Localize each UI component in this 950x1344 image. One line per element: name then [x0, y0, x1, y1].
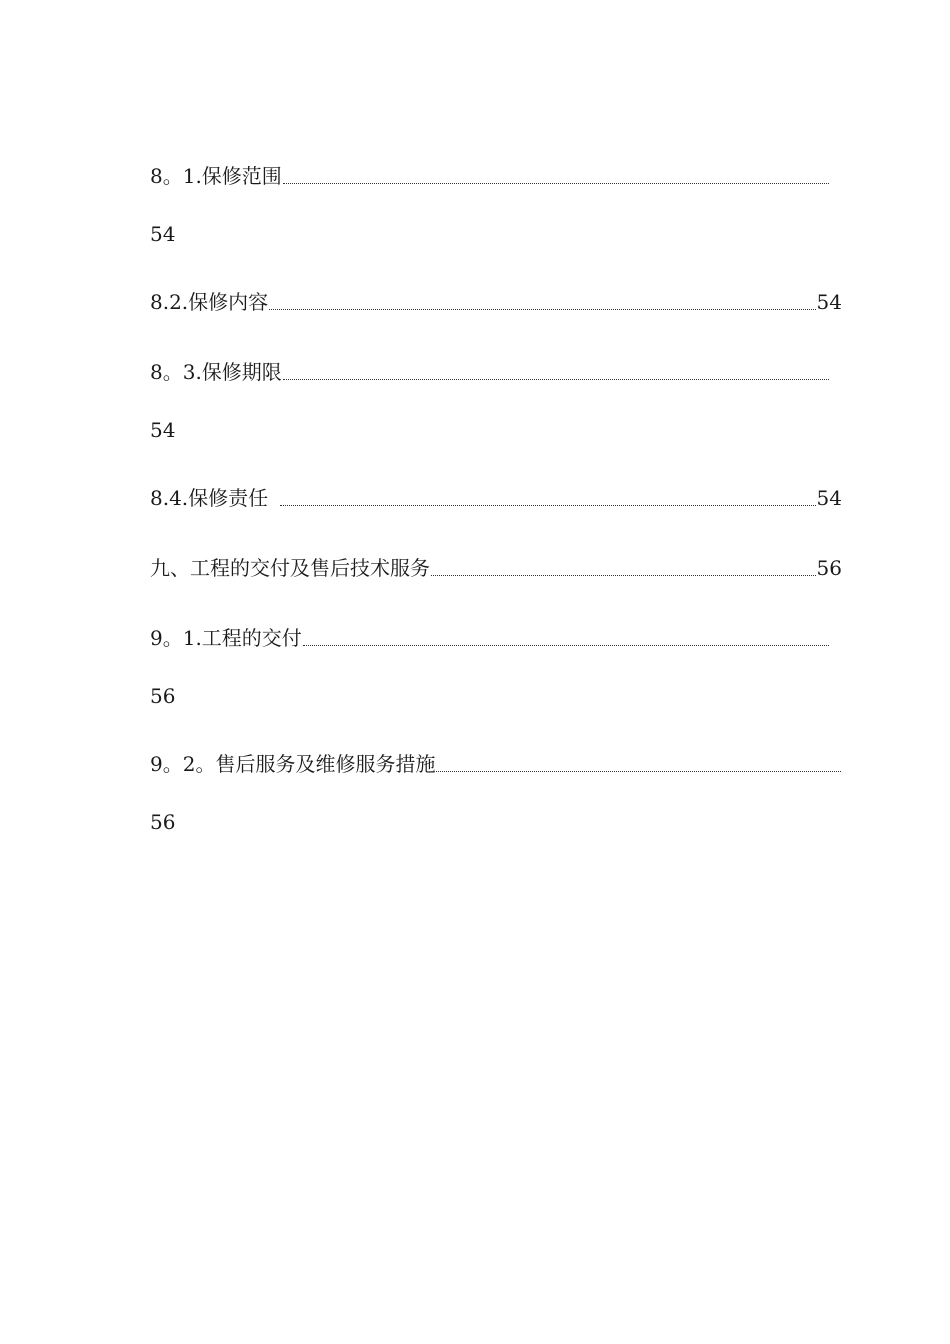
toc-leader-dots — [303, 644, 829, 646]
toc-entry-page-number: 56 — [150, 810, 176, 834]
toc-entry[interactable] — [150, 290, 842, 314]
toc-leader-dots — [431, 574, 816, 576]
toc-entry-page-number: 54 — [150, 418, 176, 442]
toc-entry-page-number: 56 — [150, 684, 176, 708]
toc-leader-dots — [436, 770, 841, 772]
toc-entry-label: 8。3.保修期限 — [150, 360, 282, 384]
toc-entry-label: 8。1.保修范围 — [150, 164, 282, 188]
toc-leader-dots — [283, 182, 829, 184]
toc-entry-page-number: 54 — [816, 290, 842, 314]
toc-entry[interactable] — [150, 752, 842, 776]
toc-entry-label: 8.2.保修内容 — [150, 290, 269, 314]
toc-entry[interactable] — [150, 360, 830, 384]
toc-leader-dots — [283, 378, 829, 380]
toc-leader-dots — [280, 504, 815, 506]
toc-entry-page-number: 56 — [816, 556, 842, 580]
toc-entry-label: 8.4.保修责任 — [150, 486, 269, 510]
toc-entry[interactable] — [150, 486, 842, 510]
toc-entry-page-number: 54 — [816, 486, 842, 510]
toc-entry[interactable] — [150, 556, 842, 580]
toc-entry-label: 9。2。售后服务及维修服务措施 — [150, 752, 436, 776]
toc-leader-dots — [269, 308, 815, 310]
toc-entry[interactable] — [150, 626, 830, 650]
toc-entry-page-number: 54 — [150, 222, 176, 246]
toc-entry-label: 九、工程的交付及售后技术服务 — [150, 556, 430, 580]
toc-entry-label: 9。1.工程的交付 — [150, 626, 302, 650]
toc-entry[interactable] — [150, 164, 830, 188]
